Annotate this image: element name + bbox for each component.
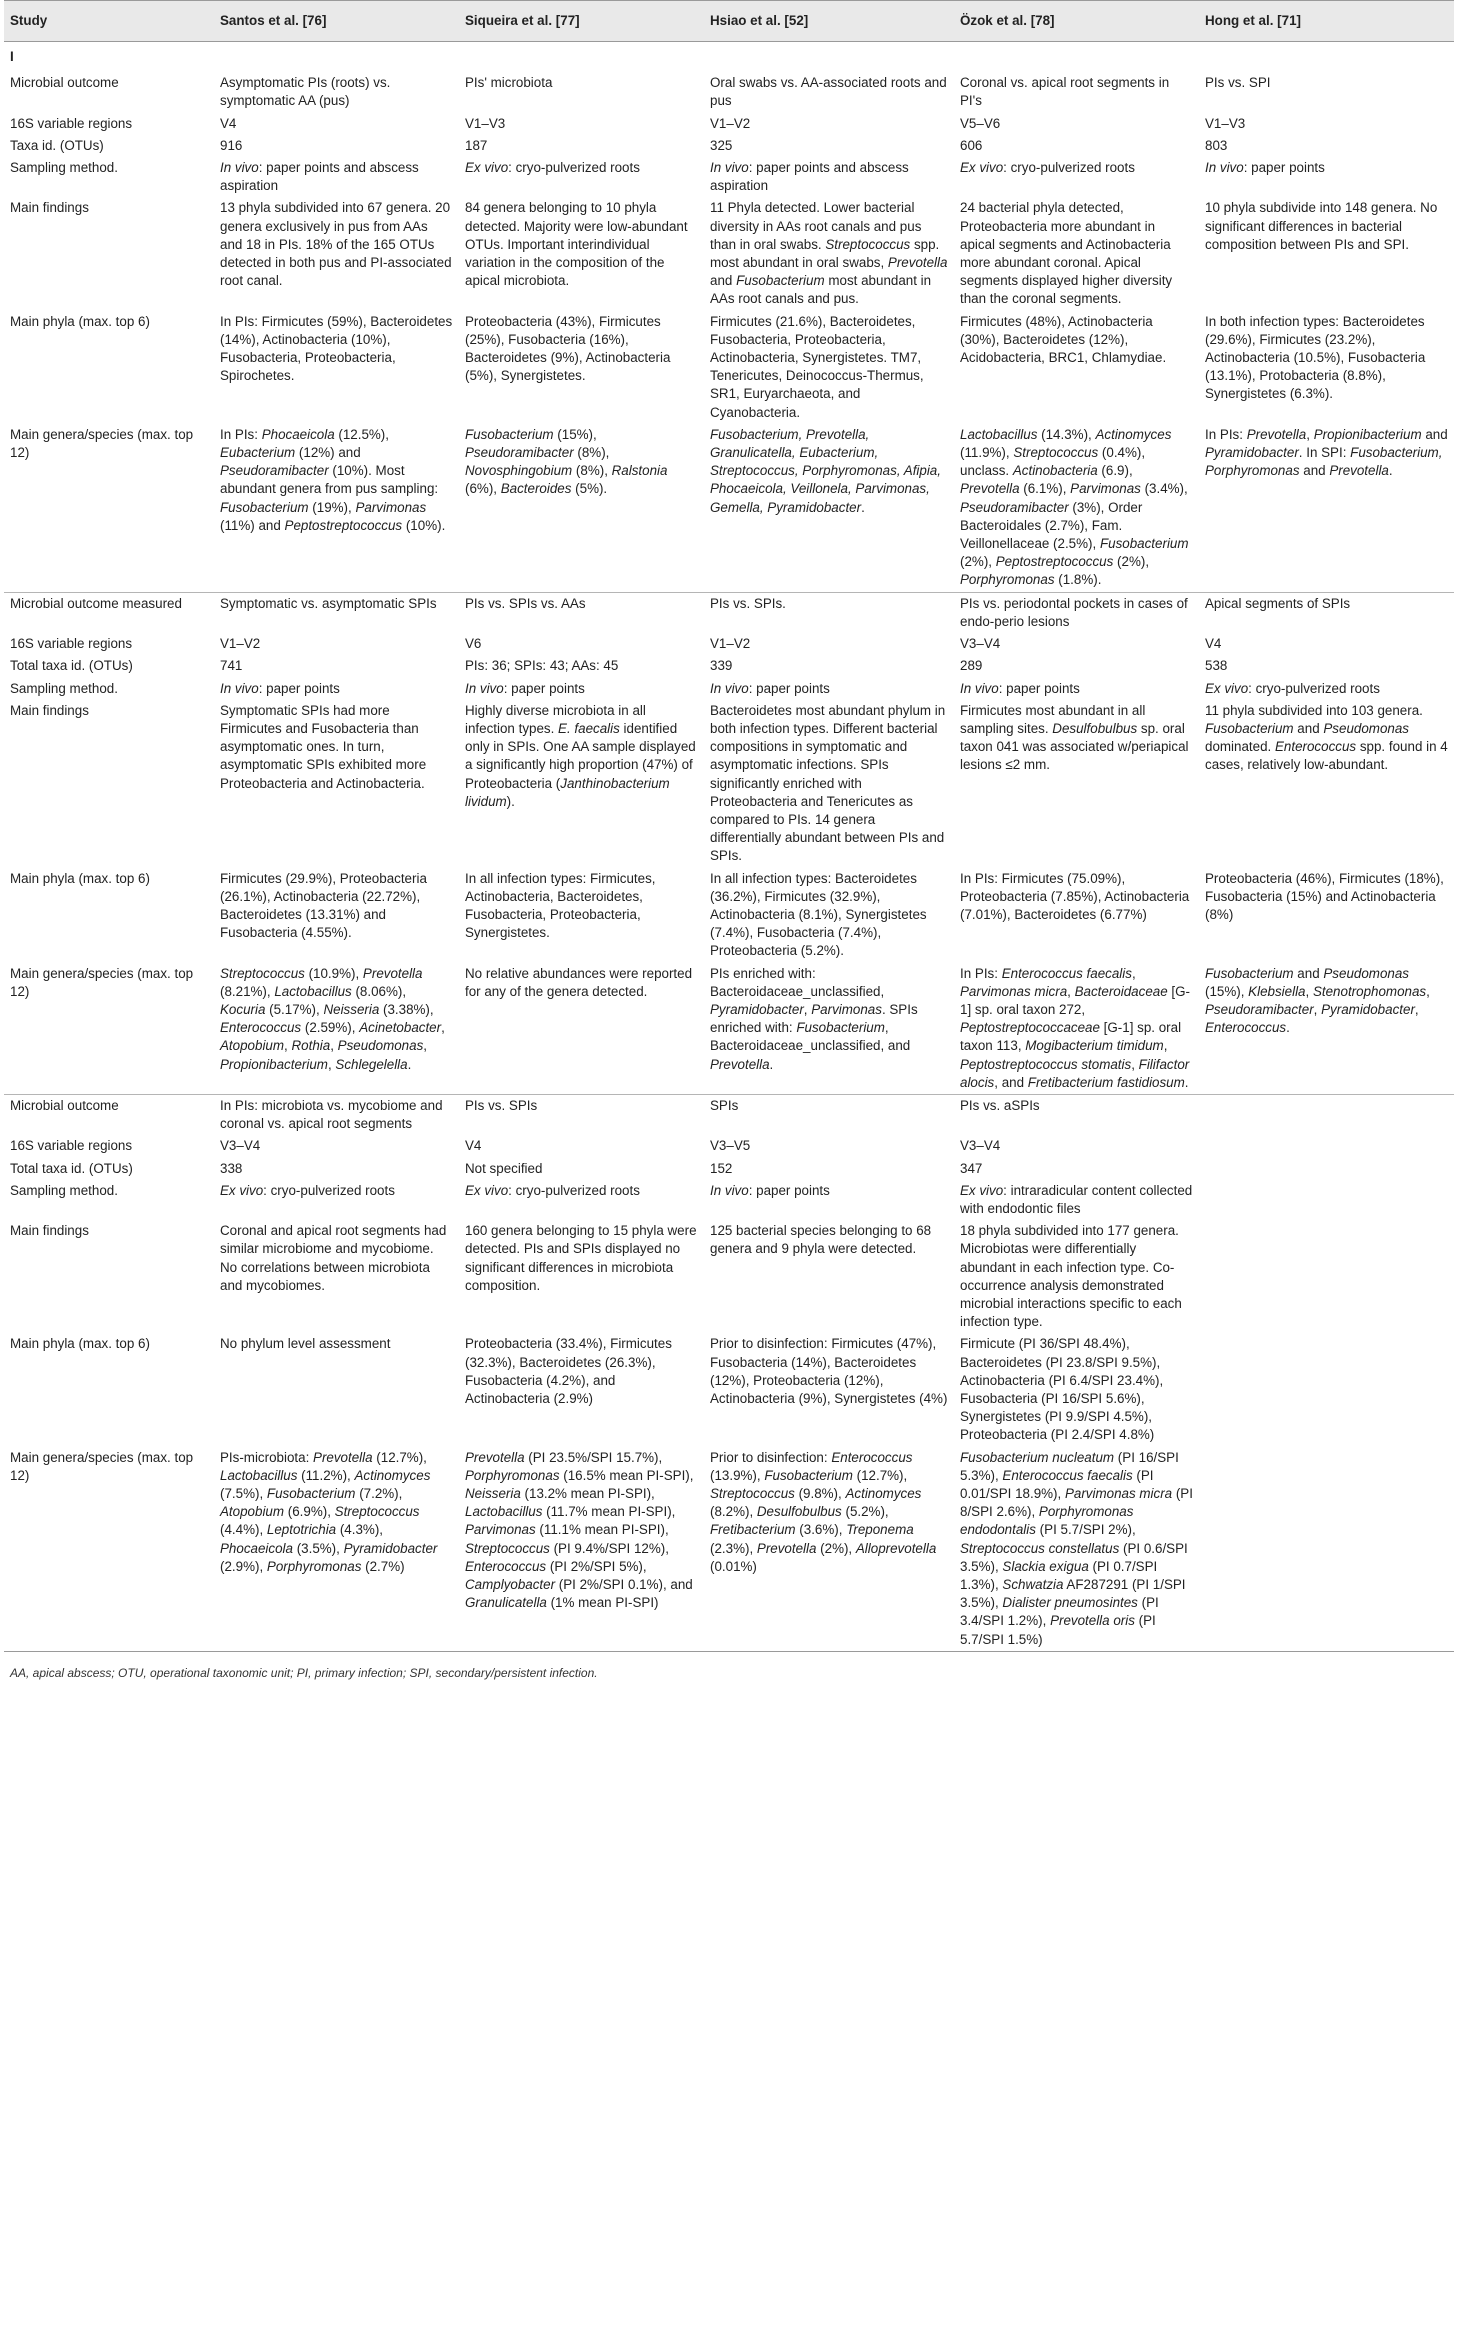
table-cell: Fusobacterium (15%), Pseudoramibacter (8%), Novosphingobium (8%), Ralstonia (6%), Bacteroides (5%).	[465, 426, 668, 497]
table-cell: V1–V2	[220, 636, 261, 652]
row-label: Main findings	[10, 1223, 89, 1239]
table-row	[4, 135, 1454, 157]
row-label: Total taxa id. (OTUs)	[10, 1160, 133, 1176]
table-cell: In PIs: Enterococcus faecalis, Parvimonas micra, Bacteroidaceae [G-1] sp. oral taxon 272, Peptostreptococcaceae [G-1] sp. oral taxon 113, Mogibacterium timidum, Peptostreptococcus stomatis, Filifactor alocis, and Fretibacterium fastidiosum.	[960, 965, 1190, 1090]
table-cell: Symptomatic SPIs had more Firmicutes and Fusobacteria than asymptomatic ones. In turn, asymptomatic SPIs exhibited more Proteobacteria and Actinobacteria.	[220, 702, 427, 791]
row-label: Sampling method.	[10, 160, 118, 176]
table-cell: 339	[710, 658, 733, 674]
table-cell: Fusobacterium nucleatum (PI 16/SPI 5.3%), Enterococcus faecalis (PI 0.01/SPI 18.9%), Parvimonas micra (PI 8/SPI 2.6%), Porphyromonas endodontalis (PI 5.7/SPI 2%), Streptococcus constellatus (PI 0.6/SPI 3.5%), Slackia exigua (PI 0.7/SPI 1.3%), Schwatzia AF287291 (PI 1/SPI 3.5%), Dialister pneumosintes (PI 3.4/SPI 1.2%), Prevotella oris (PI 5.7/SPI 1.5%)	[954, 1447, 1199, 1652]
table-cell: Ex vivo: intraradicular content collected with endodontic files	[960, 1182, 1193, 1216]
table-cell: PIs vs. SPIs	[459, 1094, 704, 1135]
table-cell: In PIs: Firmicutes (59%), Bacteroidetes (14%), Actinobacteria (10%), Fusobacteria, Proteobacteria, Spirochetes.	[220, 313, 453, 384]
table-cell: In all infection types: Bacteroidetes (36.2%), Firmicutes (32.9%), Actinobacteria (8.1%), Synergistetes (7.4%), Fusobacteria (7.4%), Proteobacteria (5.2%).	[710, 870, 927, 959]
table-row	[4, 1158, 1454, 1180]
table-cell: In vivo: paper points	[710, 1182, 830, 1198]
table-cell: 152	[710, 1160, 733, 1176]
table-cell: In vivo: paper points	[1205, 160, 1325, 176]
row-label: Main phyla (max. top 6)	[10, 313, 150, 329]
table-cell: PIs' microbiota	[465, 75, 553, 91]
table-cell: In vivo: paper points	[220, 680, 340, 696]
table-cell: PIs: 36; SPIs: 43; AAs: 45	[465, 658, 619, 674]
table-cell: 13 phyla subdivided into 67 genera. 20 genera exclusively in pus from AAs and 18 in PIs. 18% of the 165 OTUs detected in both pus and PI-associated root canal.	[220, 200, 452, 289]
table-cell: 11 Phyla detected. Lower bacterial diversity in AAs root canals and pus than in oral swabs. Streptococcus spp. most abundant in oral swabs, Prevotella and Fusobacterium most abundant in AAs root canals and pus.	[710, 200, 948, 307]
table-cell: In vivo: paper points	[465, 680, 585, 696]
table-cell: 84 genera belonging to 10 phyla detected. Majority were low-abundant OTUs. Important interindividual variation in the composition of the apical microbiota.	[465, 200, 688, 289]
table-row	[4, 1220, 1454, 1333]
table-cell: PIs-microbiota: Prevotella (12.7%), Lactobacillus (11.2%), Actinomyces (7.5%), Fusobacterium (7.2%), Atopobium (6.9%), Streptococcus (4.4%), Leptotrichia (4.3%), Phocaeicola (3.5%), Pyramidobacter (2.9%), Porphyromonas (2.7%)	[214, 1447, 459, 1652]
table-row	[4, 311, 1454, 424]
table-body	[4, 42, 1454, 1652]
table-row	[4, 72, 1454, 112]
table-row	[4, 592, 1454, 633]
row-label: Taxa id. (OTUs)	[10, 137, 104, 153]
table-cell	[1199, 1094, 1454, 1135]
table-cell: Ex vivo: cryo-pulverized roots	[1205, 680, 1380, 696]
table-row	[4, 868, 1454, 963]
table-row	[4, 963, 1454, 1095]
table-cell: Firmicutes (21.6%), Bacteroidetes, Fusobacteria, Proteobacteria, Actinobacteria, Synergistetes. TM7, Tenericutes, Deinococcus-Thermus, SR1, Euryarchaeota, and Cyanobacteria.	[710, 313, 924, 420]
table-cell: V4	[465, 1138, 482, 1154]
header-hong: Hong et al. [71]	[1199, 1, 1454, 42]
table-cell: PIs enriched with: Bacteroidaceae_unclassified, Pyramidobacter, Parvimonas. SPIs enriched with: Fusobacterium, Bacteroidaceae_unclassified, and Prevotella.	[710, 965, 918, 1072]
table-row	[4, 197, 1454, 310]
table-cell: Firmicute (PI 36/SPI 48.4%), Bacteroidetes (PI 23.8/SPI 9.5%), Actinobacteria (PI 6.4/SPI 23.4%), Fusobacteria (PI 16/SPI 5.6%), Synergistetes (PI 9.9/SPI 4.5%), Proteobacteria (PI 2.4/SPI 4.8%)	[960, 1336, 1164, 1443]
table-cell: 606	[960, 137, 983, 153]
table-cell: Not specified	[465, 1160, 543, 1176]
table-row	[4, 633, 1454, 655]
row-label: Main phyla (max. top 6)	[10, 870, 150, 886]
table-row	[4, 113, 1454, 135]
table-cell: 803	[1205, 137, 1228, 153]
row-label: 16S variable regions	[10, 115, 133, 131]
header-ozok: Özok et al. [78]	[954, 1, 1199, 42]
table-row	[4, 1333, 1454, 1446]
table-cell: V3–V5	[710, 1138, 751, 1154]
table-row	[4, 424, 1454, 592]
table-cell: Coronal vs. apical root segments in PI's	[960, 75, 1170, 109]
table-cell	[1199, 1333, 1454, 1446]
table-cell: V5–V6	[960, 115, 1001, 131]
table-cell: 160 genera belonging to 15 phyla were detected. PIs and SPIs displayed no significant differences in microbiota composition.	[465, 1223, 697, 1293]
table-cell: 10 phyla subdivide into 148 genera. No significant differences in bacterial composition between PIs and SPI.	[1205, 200, 1438, 252]
table-cell: V1–V3	[465, 115, 506, 131]
table-cell: V4	[1205, 636, 1222, 652]
table-cell: PIs vs. periodontal pockets in cases of endo-perio lesions	[954, 592, 1199, 633]
table-row	[4, 700, 1454, 868]
table-cell: 18 phyla subdivided into 177 genera. Microbiotas were differentially abundant in each infection type. Co-occurrence analysis demonstrated microbial interactions specific to each infection type.	[960, 1223, 1182, 1330]
section-label: I	[10, 49, 14, 64]
table-cell: Ex vivo: cryo-pulverized roots	[220, 1182, 395, 1198]
table-cell: V6	[465, 636, 482, 652]
table-row	[4, 655, 1454, 677]
table-cell: PIs vs. aSPIs	[954, 1094, 1199, 1135]
table-cell: V1–V2	[710, 636, 751, 652]
table-row	[4, 1447, 1454, 1652]
table-cell: 916	[220, 137, 243, 153]
table-cell: No relative abundances were reported for any of the genera detected.	[465, 965, 693, 999]
table-cell: Highly diverse microbiota in all infection types. E. faecalis identified only in SPIs. One AA sample displayed a significantly high proportion (47%) of Proteobacteria (Janthinobacterium lividum).	[465, 702, 696, 809]
table-cell: V3–V4	[960, 1138, 1001, 1154]
table-cell: V3–V4	[220, 1138, 261, 1154]
header-santos: Santos et al. [76]	[214, 1, 459, 42]
table-cell: Prior to disinfection: Enterococcus (13.9%), Fusobacterium (12.7%), Streptococcus (9.8%), Actinomyces (8.2%), Desulfobulbus (5.2%), Fretibacterium (3.6%), Treponema (2.3%), Prevotella (2%), Alloprevotella (0.01%)	[704, 1447, 954, 1652]
table-cell: 338	[220, 1160, 243, 1176]
table-cell: SPIs	[704, 1094, 954, 1135]
table-cell: Lactobacillus (14.3%), Actinomyces (11.9%), Streptococcus (0.4%), unclass. Actinobacteria (6.9), Prevotella (6.1%), Parvimonas (3.4%), Pseudoramibacter (3%), Order Bacteroidales (2.7%), Fam. Veillonellaceae (2.5%), Fusobacterium (2%), Peptostreptococcus (2%), Porphyromonas (1.8%).	[960, 426, 1189, 588]
table-cell: In PIs: Phocaeicola (12.5%), Eubacterium (12%) and Pseudoramibacter (10%). Most abundant genera from pus sampling: Fusobacterium (19%), Parvimonas (11%) and Peptostreptococcus (10%).	[220, 426, 446, 533]
table-cell: 347	[960, 1160, 983, 1176]
table-cell: In PIs: Firmicutes (75.09%), Proteobacteria (7.85%), Actinobacteria (7.01%), Bacteroidetes (6.77%)	[960, 870, 1190, 922]
section-row	[4, 42, 1454, 73]
row-label: 16S variable regions	[10, 636, 133, 652]
table-cell: 325	[710, 137, 733, 153]
table-cell: In all infection types: Firmicutes, Actinobacteria, Bacteroidetes, Fusobacteria, Proteobacteria, Synergistetes.	[465, 870, 656, 941]
table-cell: In vivo: paper points and abscess aspiration	[710, 160, 909, 194]
table-row	[4, 157, 1454, 197]
row-label: Main genera/species (max. top 12)	[10, 426, 194, 461]
table-cell: Ex vivo: cryo-pulverized roots	[960, 160, 1135, 176]
table-cell: In PIs: microbiota vs. mycobiome and coronal vs. apical root segments	[214, 1094, 459, 1135]
table-cell: Firmicutes most abundant in all sampling sites. Desulfobulbus sp. oral taxon 041 was associated w/periapical lesions ≤2 mm.	[960, 702, 1189, 773]
header-siqueira: Siqueira et al. [77]	[459, 1, 704, 42]
table-cell: Asymptomatic PIs (roots) vs. symptomatic AA (pus)	[220, 75, 391, 109]
row-label: Microbial outcome	[10, 75, 119, 91]
header-hsiao: Hsiao et al. [52]	[704, 1, 954, 42]
table-cell: Bacteroidetes most abundant phylum in both infection types. Different bacterial compositions in symptomatic and asymptomatic infections. SPIs significantly enriched with Proteobacteria and Tenericutes as compared to PIs. 14 genera differentially abundant between PIs and SPIs.	[710, 702, 946, 864]
table-cell	[1199, 1135, 1454, 1157]
table-cell: Firmicutes (48%), Actinobacteria (30%), Bacteroidetes (12%), Acidobacteria, BRC1, Chlamydiae.	[960, 313, 1167, 366]
table-cell: Firmicutes (29.9%), Proteobacteria (26.1%), Actinobacteria (22.72%), Bacteroidetes (13.31%) and Fusobacteria (4.55%).	[220, 870, 427, 941]
table-cell: Oral swabs vs. AA-associated roots and pus	[710, 75, 947, 109]
row-label: Microbial outcome measured	[4, 592, 214, 633]
table-cell	[1199, 1180, 1454, 1220]
table-cell: 125 bacterial species belonging to 68 genera and 9 phyla were detected.	[710, 1223, 932, 1257]
table-cell	[1199, 1447, 1454, 1652]
header-study: Study	[4, 1, 214, 42]
table-cell: Symptomatic vs. asymptomatic SPIs	[214, 592, 459, 633]
table-header	[4, 1, 1454, 42]
table-cell: Fusobacterium and Pseudomonas (15%), Klebsiella, Stenotrophomonas, Pseudoramibacter, Pyramidobacter, Enterococcus.	[1205, 965, 1430, 1036]
studies-table	[4, 0, 1454, 1652]
table-row	[4, 678, 1454, 700]
table-cell: Coronal and apical root segments had similar microbiome and mycobiome. No correlations between microbiota and mycobiomes.	[220, 1223, 447, 1293]
table-cell: 187	[465, 137, 488, 153]
table-cell: Fusobacterium, Prevotella, Granulicatella, Eubacterium, Streptococcus, Porphyromonas, Afipia, Phocaeicola, Veillonela, Parvimonas, Gemella, Pyramidobacter.	[710, 426, 941, 515]
table-cell: Proteobacteria (33.4%), Firmicutes (32.3%), Bacteroidetes (26.3%), Fusobacteria (4.2%), and Actinobacteria (2.9%)	[465, 1336, 672, 1407]
table-cell: Streptococcus (10.9%), Prevotella (8.21%), Lactobacillus (8.06%), Kocuria (5.17%), Neisseria (3.38%), Enterococcus (2.59%), Acinetobacter, Atopobium, Rothia, Pseudomonas, Propionibacterium, Schlegelella.	[220, 965, 445, 1072]
table-cell: In vivo: paper points	[960, 680, 1080, 696]
table-cell: V4	[220, 115, 237, 131]
table-cell: Ex vivo: cryo-pulverized roots	[465, 160, 640, 176]
table-cell: Ex vivo: cryo-pulverized roots	[465, 1182, 640, 1198]
table-cell: V3–V4	[960, 636, 1001, 652]
table-cell: In PIs: Prevotella, Propionibacterium and Pyramidobacter. In SPI: Fusobacterium, Porphyromonas and Prevotella.	[1205, 426, 1448, 479]
table-cell: Apical segments of SPIs	[1199, 592, 1454, 633]
table-cell: V1–V2	[710, 115, 751, 131]
table-cell: In vivo: paper points	[710, 680, 830, 696]
row-label: Main findings	[10, 702, 89, 718]
row-label: Main genera/species (max. top 12)	[4, 1447, 214, 1652]
header-row	[4, 1, 1454, 42]
table-cell: Prior to disinfection: Firmicutes (47%), Fusobacteria (14%), Bacteroidetes (12%), Proteobacteria (12%), Actinobacteria (9%), Synergistetes (4%)	[710, 1336, 948, 1407]
table-cell: In both infection types: Bacteroidetes (29.6%), Firmicutes (23.2%), Actinobacteria (10.5%), Fusobacteria (13.1%), Protobacteria (8.8%), Synergistetes (6.3%).	[1205, 313, 1426, 402]
table-cell: 289	[960, 658, 983, 674]
table-cell: 741	[220, 658, 243, 674]
row-label: Microbial outcome	[4, 1094, 214, 1135]
table-cell: Proteobacteria (46%), Firmicutes (18%), Fusobacteria (15%) and Actinobacteria (8%)	[1205, 870, 1444, 922]
row-label: Sampling method.	[10, 1182, 118, 1198]
table-cell: PIs vs. SPI	[1205, 75, 1271, 91]
table-cell: PIs vs. SPIs.	[704, 592, 954, 633]
table-cell	[1199, 1158, 1454, 1180]
table-row	[4, 1180, 1454, 1220]
table-row	[4, 1135, 1454, 1157]
row-label: Sampling method.	[10, 680, 118, 696]
table-cell: In vivo: paper points and abscess aspiration	[220, 160, 419, 194]
table-cell: V1–V3	[1205, 115, 1246, 131]
table-cell: 11 phyla subdivided into 103 genera. Fusobacterium and Pseudomonas dominated. Enterococcus spp. found in 4 cases, relatively low-abundant.	[1205, 702, 1448, 773]
row-label: Main phyla (max. top 6)	[10, 1336, 150, 1352]
table-cell: Proteobacteria (43%), Firmicutes (25%), Fusobacteria (16%), Bacteroidetes (9%), Actinobacteria (5%), Synergistetes.	[465, 313, 671, 384]
table-cell: 24 bacterial phyla detected, Proteobacteria more abundant in apical segments and Actinobacteria more abundant coronal. Apical segments displayed higher diversity than the coronal segments.	[960, 200, 1173, 307]
row-label: Main findings	[10, 200, 89, 216]
table-cell: Prevotella (PI 23.5%/SPI 15.7%), Porphyromonas (16.5% mean PI-SPI), Neisseria (13.2% mean PI-SPI), Lactobacillus (11.7% mean PI-SPI), Parvimonas (11.1% mean PI-SPI), Streptococcus (PI 9.4%/SPI 12%), Enterococcus (PI 2%/SPI 5%), Camplyobacter (PI 2%/SPI 0.1%), and Granulicatella (1% mean PI-SPI)	[459, 1447, 704, 1652]
table-row	[4, 1094, 1454, 1135]
row-label: Total taxa id. (OTUs)	[10, 658, 133, 674]
table-cell	[1199, 1220, 1454, 1333]
table-cell: PIs vs. SPIs vs. AAs	[459, 592, 704, 633]
table-footnote: AA, apical abscess; OTU, operational taxonomic unit; PI, primary infection; SPI, secondary/persistent infection.	[10, 1665, 598, 1680]
row-label: 16S variable regions	[10, 1138, 133, 1154]
table-cell: No phylum level assessment	[220, 1336, 391, 1352]
table-cell: 538	[1205, 658, 1228, 674]
row-label: Main genera/species (max. top 12)	[10, 965, 194, 999]
